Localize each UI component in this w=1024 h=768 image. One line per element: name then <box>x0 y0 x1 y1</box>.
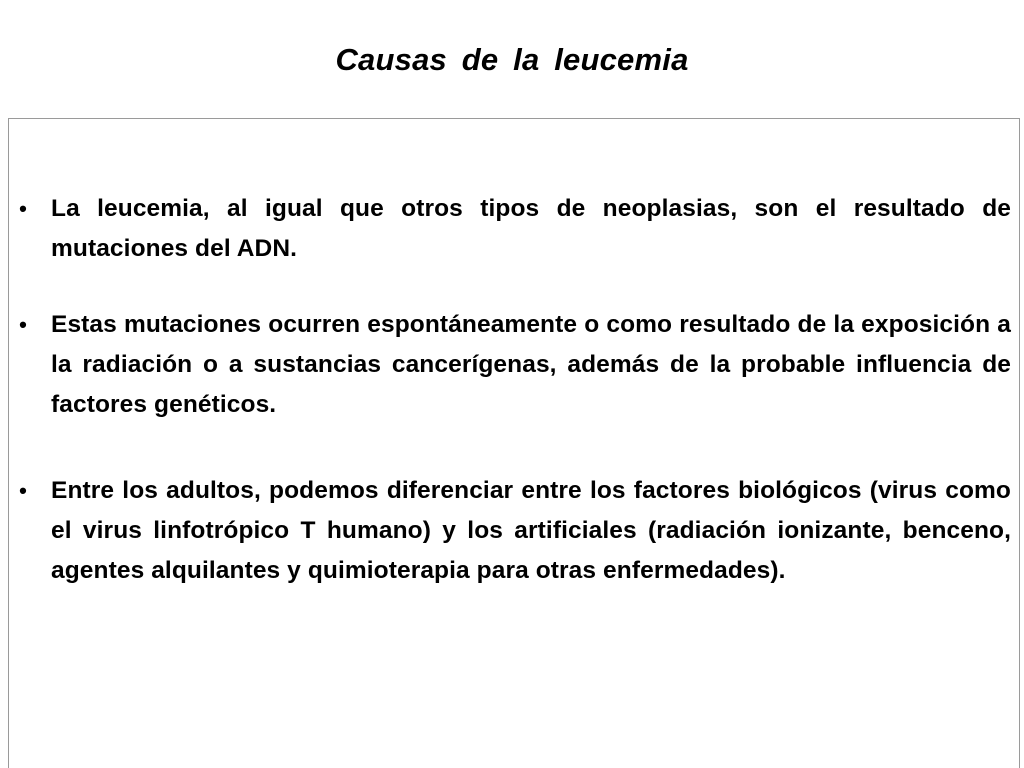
bullet-item-2 <box>19 305 1011 425</box>
bullet-item-1 <box>19 189 1011 269</box>
bullet-text-1: La leucemia, al igual que otros tipos de neoplasias, son el resultado de mutaciones del ADN. <box>51 195 1011 262</box>
bullet-item-3 <box>19 471 1011 591</box>
bullet-dot-icon: • <box>19 196 27 221</box>
bullet-text-3: Entre los adultos, podemos diferenciar entre los factores biológicos (virus como el virus linfotrópico T humano) y los artificiales (radiación ionizante, benceno, agentes alquilantes y quimioterapia para otras enfermedades). <box>51 477 1011 584</box>
content-box <box>8 118 1020 768</box>
bullet-dot-icon: • <box>19 478 27 503</box>
bullet-text-2: Estas mutaciones ocurren espontáneamente o como resultado de la exposición a la radiación o a sustancias cancerígenas, además de la probable influencia de factores genéticos. <box>51 311 1011 418</box>
bullet-dot-icon: • <box>19 312 27 337</box>
slide-title: Causas de la leucemia <box>335 42 689 77</box>
bullet-list <box>19 189 1011 591</box>
